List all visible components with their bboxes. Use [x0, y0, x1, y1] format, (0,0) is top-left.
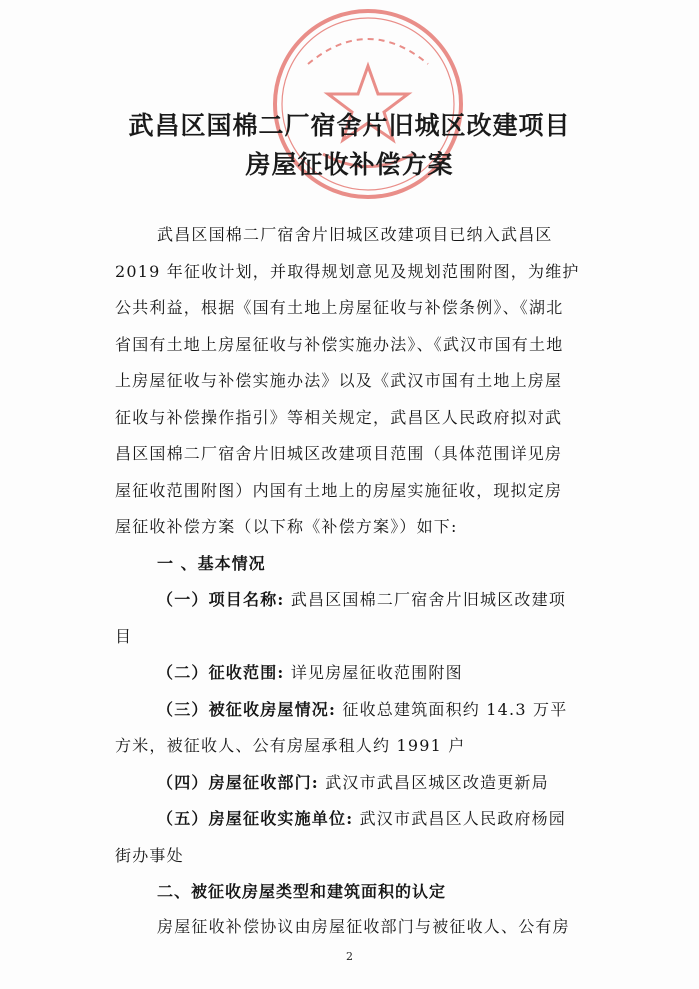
document-title-line-2: 房屋征收补偿方案	[245, 150, 454, 179]
section-1-heading: 一 、基本情况	[157, 554, 266, 573]
item-label: （四）房屋征收部门:	[157, 773, 319, 792]
item-text: 征收总建筑面积约 14.3 万平	[342, 700, 568, 719]
item-project-name	[157, 590, 566, 610]
item-label: （一）项目名称:	[157, 590, 285, 609]
item-department	[157, 773, 549, 793]
intro-line: 昌区国棉二厂宿舍片旧城区改建项目范围（具体范围详见房	[115, 444, 563, 463]
item-text: 武汉市武昌区人民政府杨园	[359, 809, 567, 828]
item-label: （二）征收范围:	[157, 663, 285, 682]
intro-line: 武昌区国棉二厂宿舍片旧城区改建项目已纳入武昌区	[157, 225, 553, 244]
intro-line: 省国有土地上房屋征收与补偿实施办法》、《武汉市国有土地	[115, 335, 564, 354]
intro-line: 公共利益，根据《国有土地上房屋征收与补偿条例》、《湖北	[115, 298, 564, 317]
document-title-line-1: 武昌区国棉二厂宿舍片旧城区改建项目	[128, 111, 571, 140]
item-text: 武昌区国棉二厂宿舍片旧城区改建项	[290, 590, 567, 609]
item-implementing-unit	[157, 809, 566, 829]
item-scope	[157, 663, 463, 683]
intro-line: 屋征收范围附图）内国有土地上的房屋实施征收，现拟定房	[115, 481, 563, 500]
intro-line: 上房屋征收与补偿实施办法》以及《武汉市国有土地上房屋	[115, 371, 563, 390]
item-label: （三）被征收房屋情况:	[157, 700, 337, 719]
page-number: 2	[346, 950, 353, 963]
intro-line: 征收与补偿操作指引》等相关规定，武昌区人民政府拟对武	[115, 408, 563, 427]
item-housing-status	[157, 700, 567, 720]
item-text: 武汉市武昌区城区改造更新局	[325, 773, 549, 792]
item-continuation: 方米，被征收人、公有房屋承租人约 1991 户	[115, 736, 466, 755]
item-continuation: 目	[115, 627, 133, 646]
intro-line: 屋征收补偿方案（以下称《补偿方案》）如下:	[115, 517, 458, 536]
item-continuation: 街办事处	[115, 846, 184, 865]
item-text: 详见房屋征收范围附图	[290, 663, 463, 682]
intro-line: 2019 年征收计划，并取得规划意见及规划范围附图，为维护	[115, 262, 580, 281]
section-2-heading: 二、被征收房屋类型和建筑面积的认定	[157, 882, 447, 901]
section-2-line: 房屋征收补偿协议由房屋征收部门与被征收人、公有房	[157, 917, 570, 936]
item-label: （五）房屋征收实施单位:	[157, 809, 354, 828]
